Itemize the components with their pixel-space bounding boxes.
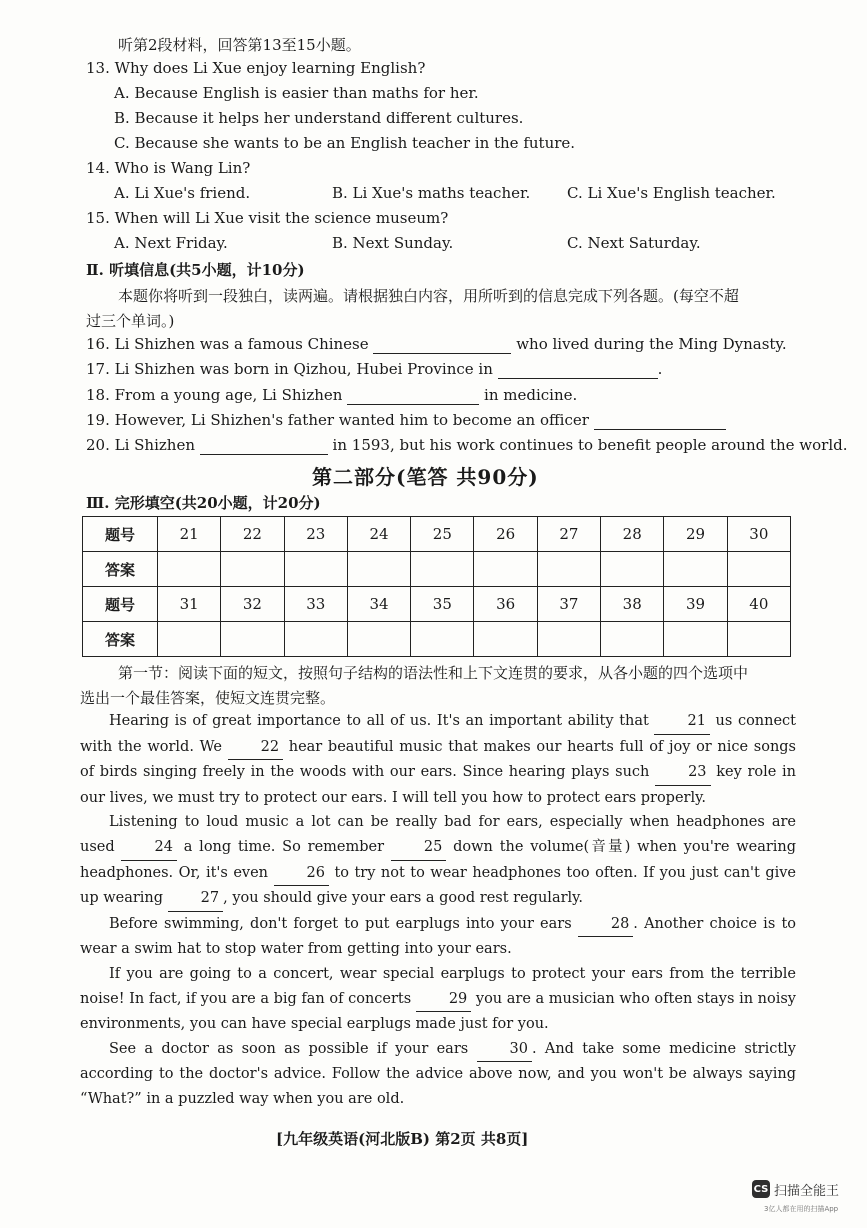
answer-cell[interactable] bbox=[664, 622, 727, 657]
question-number-cell: 32 bbox=[221, 587, 284, 622]
answer-cell[interactable] bbox=[474, 552, 537, 587]
answer-cell[interactable] bbox=[347, 622, 410, 657]
passage-paragraph-4: If you are going to a concert, wear special earplugs to protect your ears from the terrible noise! In fact, if you are a big fan of concerts 29 you are a musician who often stays in noisy environments, you can have special earplugs made just for you. bbox=[80, 965, 796, 1033]
question-15-option-b: B. Next Sunday. bbox=[332, 234, 454, 252]
answer-blank-16[interactable] bbox=[373, 335, 511, 354]
question-number-cell: 23 bbox=[284, 517, 347, 552]
question-number-cell: 31 bbox=[158, 587, 221, 622]
section-3-title: Ⅲ. 完形填空(共20小题，计20分) bbox=[86, 494, 321, 512]
answer-cell[interactable] bbox=[411, 622, 474, 657]
passage-paragraph-5: See a doctor as soon as possible if your ears 30 . And take some medicine strictly according to the doctor's advice. Follow the advice above now, and you won't be always saying “What?” in a puzzled way when you are old. bbox=[80, 1037, 796, 1112]
question-number-row bbox=[83, 517, 791, 552]
answer-cell[interactable] bbox=[284, 622, 347, 657]
row-label-answer: 答案 bbox=[83, 622, 158, 657]
question-number-cell: 37 bbox=[537, 587, 600, 622]
question-number-cell: 25 bbox=[411, 517, 474, 552]
part-2-title: 第二部分(笔答 共90分) bbox=[312, 465, 539, 489]
answer-cell[interactable] bbox=[221, 622, 284, 657]
question-number-cell: 34 bbox=[347, 587, 410, 622]
cloze-blank-30[interactable]: 30 bbox=[477, 1037, 532, 1063]
question-14-option-c: C. Li Xue's English teacher. bbox=[567, 184, 776, 202]
cloze-blank-29[interactable]: 29 bbox=[416, 987, 471, 1013]
question-15-option-a: A. Next Friday. bbox=[114, 234, 228, 252]
cloze-blank-21[interactable]: 21 bbox=[654, 709, 709, 735]
answer-cell[interactable] bbox=[284, 552, 347, 587]
question-number-cell: 21 bbox=[158, 517, 221, 552]
passage-paragraph-1: Hearing is of great importance to all of us. It's an important ability that 21 us connect with the world. We 22 hear beautiful music that makes our hearts full of joy or nice songs of birds singing freely in the woods with our ears. Since hearing plays such 23 key role in our lives, we must try to protect our ears. I will tell you how to protect ears properly. bbox=[80, 709, 796, 810]
question-number-cell: 28 bbox=[601, 517, 664, 552]
question-13-option-c: C. Because she wants to be an English teacher in the future. bbox=[114, 134, 576, 152]
cloze-passage bbox=[80, 709, 796, 1112]
question-number-cell: 35 bbox=[411, 587, 474, 622]
question-number-cell: 26 bbox=[474, 517, 537, 552]
answer-cell[interactable] bbox=[727, 552, 790, 587]
watermark-brand: 扫描全能王 bbox=[774, 1184, 840, 1199]
question-number-cell: 39 bbox=[664, 587, 727, 622]
passage-paragraph-2: Listening to loud music a lot can be really bad for ears, especially when headphones are used 24 a long time. So remember 25 down the volume(音量) when you're wearing headphones. Or, it's even 26 to try not to wear headphones too often. If you just can't give up wearing 27 , you should give your ears a good rest regularly. bbox=[80, 810, 796, 911]
answer-cell[interactable] bbox=[727, 622, 790, 657]
cloze-blank-26[interactable]: 26 bbox=[274, 861, 329, 887]
answer-cell[interactable] bbox=[158, 552, 221, 587]
section-1-instructions-line2: 选出一个最佳答案，使短文连贯完整。 bbox=[80, 689, 336, 707]
question-13-stem: 13. Why does Li Xue enjoy learning English? bbox=[86, 59, 426, 77]
question-14-option-a: A. Li Xue's friend. bbox=[114, 184, 251, 202]
answer-row bbox=[83, 622, 791, 657]
section-2-title: Ⅱ. 听填信息(共5小题，计10分) bbox=[86, 261, 305, 279]
answer-blank-19[interactable] bbox=[594, 411, 726, 430]
answer-cell[interactable] bbox=[537, 552, 600, 587]
cloze-blank-23[interactable]: 23 bbox=[655, 760, 710, 786]
answer-cell[interactable] bbox=[347, 552, 410, 587]
watermark-subtitle: 3亿人都在用的扫描App bbox=[764, 1205, 839, 1213]
question-number-cell: 40 bbox=[727, 587, 790, 622]
question-18: 18. From a young age, Li Shizhen in medicine. bbox=[86, 386, 578, 404]
question-number-cell: 22 bbox=[221, 517, 284, 552]
row-label-question-number: 题号 bbox=[83, 517, 158, 552]
question-number-cell: 24 bbox=[347, 517, 410, 552]
answer-cell[interactable] bbox=[158, 622, 221, 657]
listening-intro-2: 听第2段材料，回答第13至15小题。 bbox=[118, 36, 361, 54]
answer-blank-17[interactable] bbox=[498, 360, 658, 379]
answer-cell[interactable] bbox=[474, 622, 537, 657]
question-19: 19. However, Li Shizhen's father wanted him to become an officer bbox=[86, 411, 726, 430]
question-17: 17. Li Shizhen was born in Qizhou, Hubei Province in . bbox=[86, 360, 663, 378]
question-number-row bbox=[83, 587, 791, 622]
answer-cell[interactable] bbox=[601, 622, 664, 657]
row-label-answer: 答案 bbox=[83, 552, 158, 587]
question-13-option-a: A. Because English is easier than maths for her. bbox=[114, 84, 479, 102]
question-15-stem: 15. When will Li Xue visit the science museum? bbox=[86, 209, 449, 227]
question-20: 20. Li Shizhen in 1593, but his work continues to benefit people around the world. bbox=[86, 436, 848, 454]
passage-paragraph-3: Before swimming, don't forget to put earplugs into your ears 28 . Another choice is to wear a swim hat to stop water from getting into your ears. bbox=[80, 912, 796, 962]
answer-blank-18[interactable] bbox=[347, 386, 479, 405]
cloze-blank-27[interactable]: 27 bbox=[168, 886, 223, 912]
answer-cell[interactable] bbox=[221, 552, 284, 587]
cloze-blank-28[interactable]: 28 bbox=[578, 912, 633, 938]
answer-cell[interactable] bbox=[411, 552, 474, 587]
question-number-cell: 38 bbox=[601, 587, 664, 622]
answer-row bbox=[83, 552, 791, 587]
question-16: 16. Li Shizhen was a famous Chinese who lived during the Ming Dynasty. bbox=[86, 335, 787, 353]
answer-cell[interactable] bbox=[601, 552, 664, 587]
question-13-option-b: B. Because it helps her understand different cultures. bbox=[114, 109, 524, 127]
camscanner-logo-icon: CS bbox=[752, 1180, 770, 1198]
cloze-blank-25[interactable]: 25 bbox=[391, 835, 446, 861]
question-number-cell: 36 bbox=[474, 587, 537, 622]
section-1-instructions-line1: 第一节：阅读下面的短文，按照句子结构的语法性和上下文连贯的要求，从各小题的四个选项中 bbox=[118, 664, 749, 682]
question-14-option-b: B. Li Xue's maths teacher. bbox=[332, 184, 531, 202]
answer-cell[interactable] bbox=[664, 552, 727, 587]
section-2-instructions-line1: 本题你将听到一段独白，读两遍。请根据独白内容，用所听到的信息完成下列各题。(每空不超 bbox=[118, 287, 739, 305]
question-number-cell: 27 bbox=[537, 517, 600, 552]
question-14-stem: 14. Who is Wang Lin? bbox=[86, 159, 251, 177]
question-number-cell: 33 bbox=[284, 587, 347, 622]
cloze-blank-22[interactable]: 22 bbox=[228, 735, 283, 761]
question-number-cell: 29 bbox=[664, 517, 727, 552]
answer-blank-20[interactable] bbox=[200, 436, 328, 455]
cloze-blank-24[interactable]: 24 bbox=[121, 835, 176, 861]
page-footer: [九年级英语(河北版B) 第2页 共8页] bbox=[276, 1130, 529, 1148]
question-15-option-c: C. Next Saturday. bbox=[567, 234, 701, 252]
answer-grid bbox=[82, 516, 791, 657]
question-number-cell: 30 bbox=[727, 517, 790, 552]
answer-cell[interactable] bbox=[537, 622, 600, 657]
row-label-question-number: 题号 bbox=[83, 587, 158, 622]
section-2-instructions-line2: 过三个单词。) bbox=[86, 312, 175, 330]
